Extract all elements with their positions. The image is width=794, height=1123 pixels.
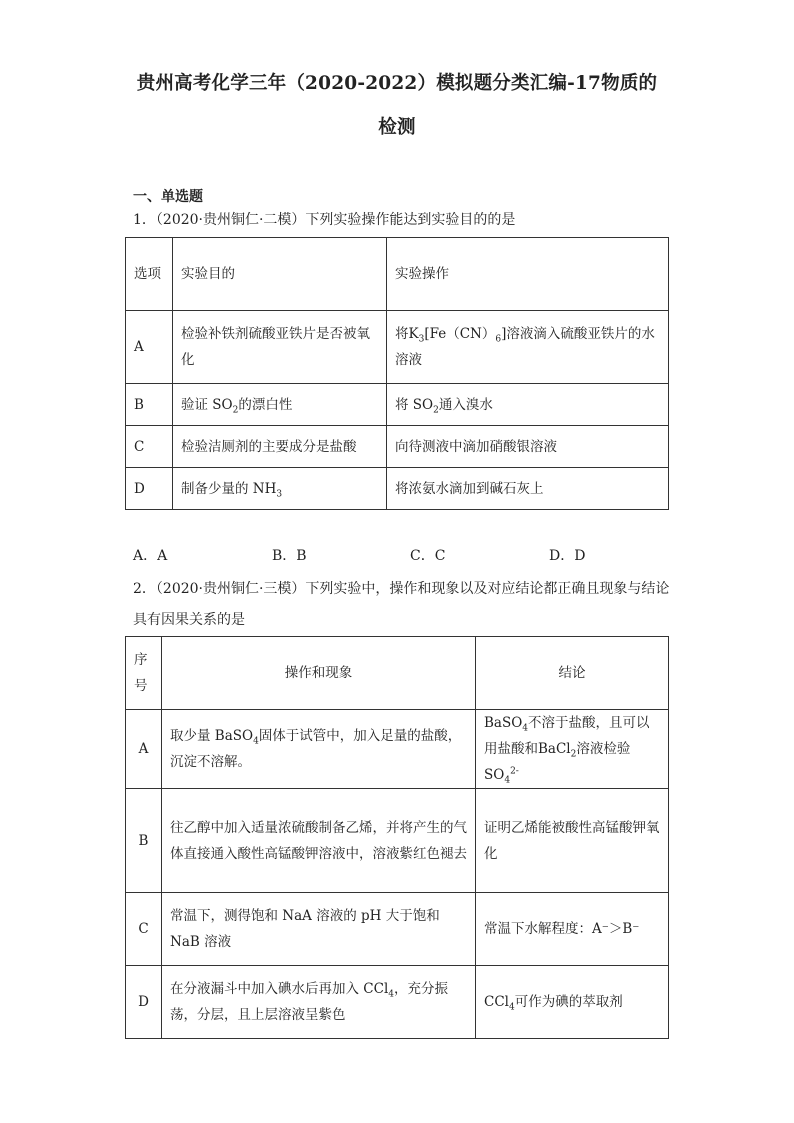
header-purpose: 实验目的 — [173, 238, 387, 311]
row-index: B — [126, 789, 162, 893]
row-conclusion: CCl$_4$可作为碘的萃取剂 — [476, 966, 669, 1039]
header-index: 序号 — [126, 637, 162, 710]
row-conclusion: 常温下水解程度：A⁻＞B⁻ — [476, 893, 669, 966]
row-conclusion: 证明乙烯能被酸性高锰酸钾氧化 — [476, 789, 669, 893]
question-2-table — [125, 636, 669, 1039]
row-operation: 往乙醇中加入适量浓硫酸制备乙烯，并将产生的气体直接通入酸性高锰酸钾溶液中，溶液紫红色褪去 — [162, 789, 476, 893]
table-row — [126, 468, 669, 510]
table-header-row — [126, 637, 669, 710]
row-purpose: 验证 $SO_2$的漂白性 — [173, 384, 387, 426]
row-conclusion: BaSO$_4$不溶于盐酸，且可以用盐酸和BaCl$_2$溶液检验 $SO_4^{2-}$ — [476, 710, 669, 789]
question-1-table — [125, 237, 669, 510]
row-option: A — [126, 311, 173, 384]
table-row — [126, 384, 669, 426]
row-operation: 将$K_3[Fe(CN)_6]$溶液滴入硫酸亚铁片的水溶液 — [387, 311, 669, 384]
table-row — [126, 710, 669, 789]
table-row — [126, 789, 669, 893]
row-operation: 将 $SO_2$通入溴水 — [387, 384, 669, 426]
choice-d[interactable]: D．D — [549, 548, 586, 564]
row-purpose: 检验补铁剂硫酸亚铁片是否被氧化 — [173, 311, 387, 384]
table-header-row — [126, 238, 669, 311]
table-row — [126, 426, 669, 468]
row-option: C — [126, 426, 173, 468]
document-title — [120, 62, 674, 150]
choice-c[interactable]: C．C — [410, 548, 446, 564]
question-2-stem: 2．（2020·贵州铜仁·三模）下列实验中，操作和现象以及对应结论都正确且现象与结论具有因果关系的是 — [133, 581, 670, 628]
choice-b[interactable]: B．B — [272, 548, 307, 564]
title-line-1: 贵州高考化学三年（2020-2022）模拟题分类汇编-17物质的 — [136, 73, 658, 94]
table-row — [126, 893, 669, 966]
row-index: A — [126, 710, 162, 789]
header-option: 选项 — [126, 238, 173, 311]
header-operation: 操作和现象 — [162, 637, 476, 710]
row-operation: 在分液漏斗中加入碘水后再加入 CCl$_4$，充分振荡，分层，且上层溶液呈紫色 — [162, 966, 476, 1039]
table-row — [126, 311, 669, 384]
choice-a[interactable]: A．A — [133, 548, 168, 564]
row-operation: 将浓氨水滴加到碱石灰上 — [387, 468, 669, 510]
row-option: B — [126, 384, 173, 426]
header-operation: 实验操作 — [387, 238, 669, 311]
row-option: D — [126, 468, 173, 510]
row-operation: 常温下，测得饱和 NaA 溶液的 pH 大于饱和 NaB 溶液 — [162, 893, 476, 966]
row-operation: 向待测液中滴加硝酸银溶液 — [387, 426, 669, 468]
row-purpose: 制备少量的 $NH_3$ — [173, 468, 387, 510]
question-1-stem: 1．（2020·贵州铜仁·二模）下列实验操作能达到实验目的的是 — [133, 212, 516, 228]
table-row — [126, 966, 669, 1039]
row-purpose: 检验洁厕剂的主要成分是盐酸 — [173, 426, 387, 468]
row-index: C — [126, 893, 162, 966]
title-line-2: 检测 — [378, 117, 416, 138]
question-1-choices — [133, 545, 693, 573]
header-conclusion: 结论 — [476, 637, 669, 710]
row-index: D — [126, 966, 162, 1039]
row-operation: 取少量 BaSO$_4$固体于试管中，加入足量的盐酸，沉淀不溶解。 — [162, 710, 476, 789]
section-heading: 一、单选题 — [133, 189, 203, 205]
